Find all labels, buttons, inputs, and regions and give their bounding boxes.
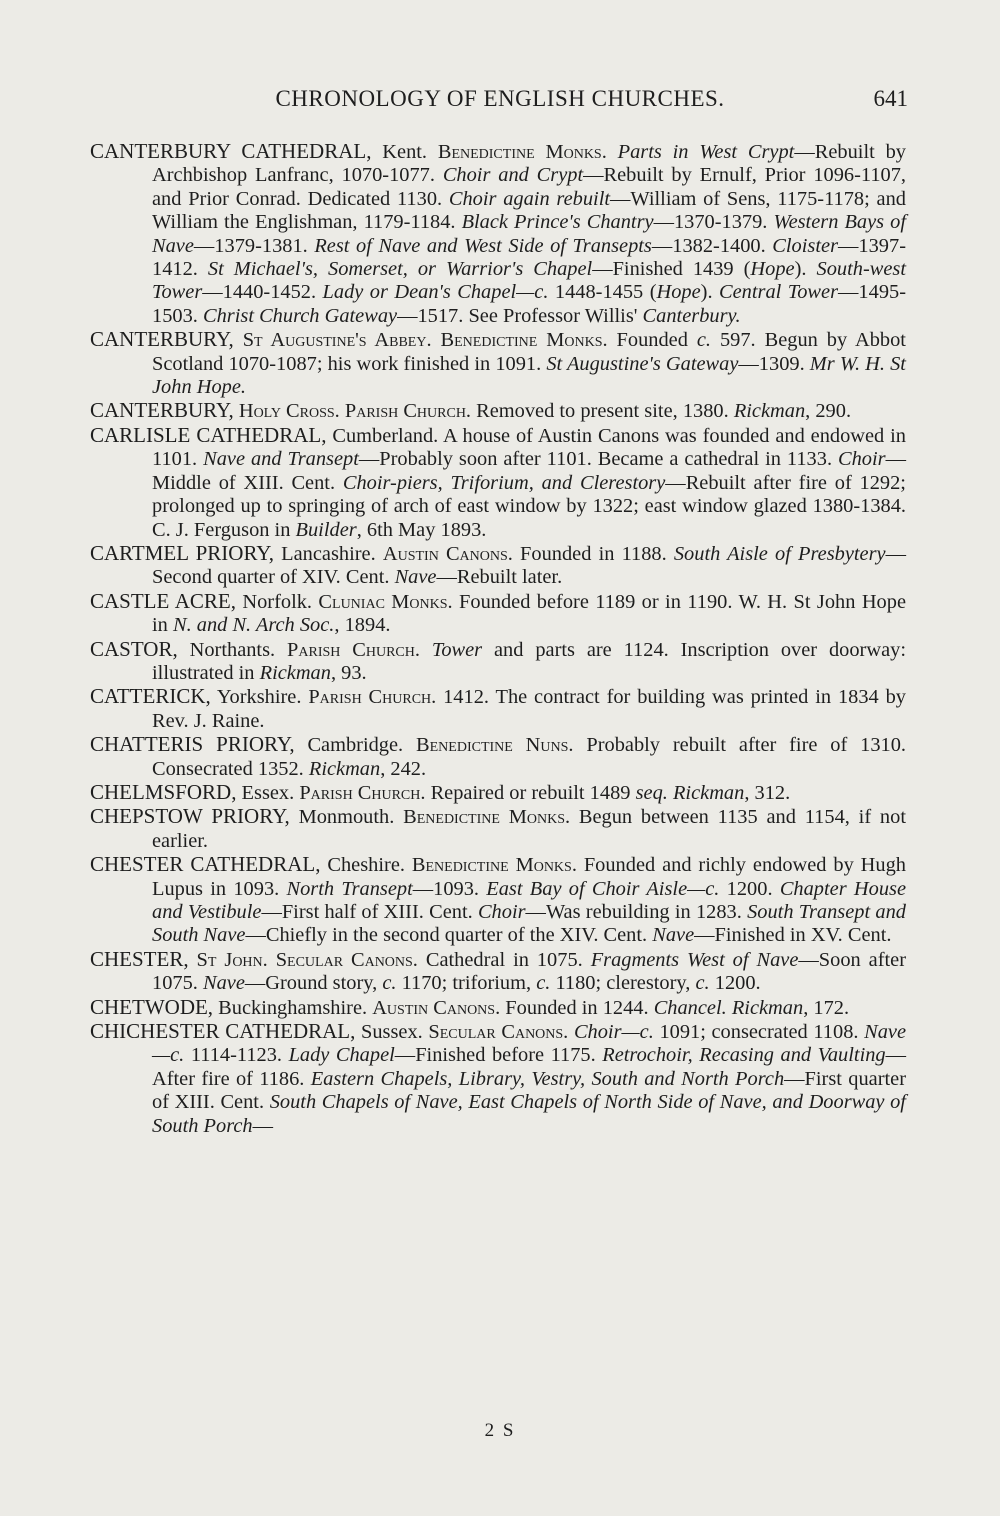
order-label: Holy Cross. — [238, 400, 340, 423]
entry-text — [189, 949, 197, 971]
italic-run: Nave—c. — [152, 1021, 907, 1067]
entry-text: Founded — [607, 329, 697, 352]
entry-text: —Was rebuilding in 1283. — [525, 901, 748, 923]
italic-run: c. — [536, 972, 551, 995]
italic-run: Nave — [652, 924, 695, 947]
italic-run: South Chapels of Nave, East Chapels of North Side of Nave, and Doorway of South Porch — [152, 1091, 906, 1137]
italic-run: Choir-piers, Triforium, and Clerestory — [342, 471, 666, 494]
entry-text: Yorkshire. — [210, 686, 309, 709]
entry-chepstow-priory — [90, 805, 906, 853]
italic-run: Mr W. H. St John Hope. — [152, 352, 906, 399]
entry-text: —Middle of XIII. Cent. — [152, 448, 906, 494]
entry-text: —Rebuilt by Ernulf, Prior 1096-1107, and Prior Conrad. Dedicated 1130. — [152, 164, 907, 210]
entry-text: —Probably soon after 1101. Became a cathedral in 1133. — [358, 448, 839, 471]
entry-text: Essex. — [236, 781, 300, 804]
entry-text: —1309. — [738, 352, 810, 375]
italic-run: Tower — [431, 638, 483, 661]
italic-run: Hope — [656, 281, 701, 304]
italic-run: Christ Church Gateway — [202, 304, 398, 327]
italic-run: Rickman — [259, 661, 331, 684]
entry-text: 1091; consecrated 1108. — [653, 1021, 865, 1044]
entry-carlisle-cathedral — [90, 424, 906, 542]
entry-cartmel-priory — [90, 542, 906, 590]
entry-text: Cheshire. — [320, 854, 412, 877]
entry-text: —Soon after 1075. — [152, 948, 906, 995]
entry-text: —1379-1381. — [193, 234, 315, 257]
entry-text — [420, 639, 432, 661]
entry-text: —1517. See Professor Willis' — [397, 304, 643, 327]
italic-run: c. — [382, 972, 397, 995]
italic-run: Western Bays of Nave — [152, 211, 906, 257]
entry-text: Norfolk. — [235, 590, 319, 613]
italic-run: East Bay of Choir Aisle—c. — [486, 877, 720, 900]
entry-text — [234, 329, 243, 351]
entry-text: 1170; triforium, — [396, 972, 537, 995]
entry-canterbury-cathedral — [90, 140, 906, 328]
entry-text: , 93. — [330, 661, 367, 684]
entry-text: Founded in 1244. — [500, 996, 654, 1019]
entry-text: —1397-1412. — [152, 234, 906, 281]
entry-text: , 242. — [380, 757, 427, 780]
place-name: CHESTER CATHEDRAL, — [90, 852, 321, 877]
entry-text: Sussex. — [355, 1021, 429, 1044]
italic-run: N. and N. Arch Soc. — [172, 614, 335, 637]
place-name: CASTOR, — [90, 636, 178, 661]
place-name: CANTERBURY, — [90, 398, 234, 423]
italic-run: South-west Tower — [152, 258, 906, 304]
entry-text: Removed to present site, 1380. — [471, 400, 734, 423]
entry-text: Northants. — [177, 638, 288, 661]
entry-text: , 312. — [744, 781, 791, 804]
italic-run: Black Prince's Chantry — [461, 211, 654, 234]
place-name: CHICHESTER CATHEDRAL, — [90, 1019, 356, 1044]
entry-text: Cambridge. — [294, 734, 417, 757]
place-name: CASTLE ACRE, — [90, 588, 236, 613]
entry-text: —1382-1400. — [651, 234, 773, 257]
entry-text — [268, 949, 276, 971]
entry-text: , 1894. — [334, 614, 391, 637]
entry-chelmsford — [90, 781, 906, 805]
italic-run: Choir and Crypt — [442, 164, 584, 187]
entry-chester-cathedral — [90, 853, 906, 948]
entry-text: —1440-1452. — [202, 281, 323, 304]
order-label: Parish Church. — [287, 638, 420, 661]
entry-text: —Rebuilt by Archbishop Lanfranc, 1070-1077. — [152, 141, 906, 187]
italic-run: North Transept — [286, 877, 413, 900]
entry-catterick — [90, 685, 906, 733]
entry-text: Cathedral in 1075. — [417, 948, 591, 971]
order-label: Parish Church. — [344, 400, 472, 423]
order-label: Secular Canons. — [428, 1021, 569, 1044]
entry-text: —Finished before 1175. — [394, 1044, 603, 1067]
entry-text: —First half of XIII. Cent. — [261, 901, 478, 923]
entry-chetwode — [90, 996, 906, 1020]
entry-text: 597. Begun by Abbot Scotland 1070-1087; his work finished in 1091. — [152, 329, 906, 375]
place-name: CATTERICK, — [90, 684, 211, 709]
entry-castor — [90, 638, 906, 686]
entry-text: Founded before 1189 or in 1190. W. H. St John Hope in — [152, 590, 906, 637]
italic-run: Lady Chapel — [288, 1044, 395, 1067]
entry-text: Buckinghamshire. — [213, 996, 373, 1019]
italic-run: South Aisle of Presbytery — [673, 542, 886, 565]
entry-text: —Rebuilt after fire of 1292; prolonged up to springing of arch of east window by 1322; east window glazed 1380-1384. C. J. Ferguson in — [152, 471, 906, 541]
entry-text: 1180; clerestory, — [550, 972, 696, 995]
entry-text: 1412. The contract for building was printed in 1834 by Rev. J. Raine. — [152, 686, 906, 732]
entry-text: —1093. — [412, 877, 487, 900]
italic-run: Rickman — [308, 757, 381, 780]
entry-text: — — [252, 1114, 274, 1137]
entry-text: —Rebuilt later. — [436, 566, 563, 589]
place-name: CHATTERIS PRIORY, — [90, 732, 295, 757]
italic-run: Nave — [202, 972, 245, 995]
order-label: Secular Canons. — [275, 948, 418, 971]
entry-text: —First quarter of XIII. Cent. — [152, 1067, 906, 1114]
italic-run: Rest of Nave and West Side of Transepts — [314, 234, 652, 257]
entry-text: ). — [794, 258, 817, 281]
italic-run: Choir — [838, 448, 886, 471]
signature-mark: 2 S — [484, 1420, 516, 1441]
entry-text: 1114-1123. — [184, 1044, 289, 1067]
order-label: St John. — [196, 948, 268, 971]
order-label: Austin Canons. — [382, 542, 513, 565]
entry-text: , 172. — [803, 996, 850, 1019]
italic-run: Nave and Transept — [203, 448, 359, 471]
italic-run: Choir — [477, 901, 526, 923]
place-name: CARTMEL PRIORY, — [90, 540, 275, 565]
place-name: CHETWODE, — [90, 994, 214, 1019]
entry-text: —1370-1379. — [653, 211, 774, 234]
entry-text: Begun between 1135 and 1154, if not earlier. — [152, 806, 906, 852]
entry-text: Cumberland. A house of Austin Canons was founded and endowed in 1101. — [152, 424, 907, 471]
entry-text: —1495-1503. — [152, 281, 906, 327]
entry-text: Lancashire. — [274, 542, 383, 565]
italic-run: c. — [695, 972, 710, 995]
entry-text: , 290. — [805, 400, 852, 423]
order-label: Benedictine Monks. — [437, 141, 607, 163]
entry-chichester-cathedral — [90, 1020, 906, 1138]
page-number: 641 — [873, 86, 908, 111]
italic-run: Rickman — [672, 781, 745, 804]
entry-text: 1200. — [709, 972, 761, 995]
order-label: Parish Church. — [299, 781, 426, 804]
italic-run: St Augustine's Gateway — [546, 352, 739, 375]
entry-text: —Chiefly in the second quarter of the XIV. Cent. — [245, 924, 653, 947]
order-label: Benedictine Monks. — [403, 806, 571, 829]
italic-run: Builder — [295, 518, 357, 541]
entry-castle-acre — [90, 590, 906, 638]
entry-text: 1448-1455 ( — [548, 281, 657, 304]
entry-text: ). — [700, 281, 720, 304]
entry-text: Kent. — [371, 141, 438, 163]
italic-run: Choir again rebuilt — [448, 187, 611, 210]
italic-run: South Transept and South Nave — [152, 901, 906, 947]
entry-text: —Finished in XV. Cent. — [694, 924, 892, 947]
page-header — [90, 86, 910, 120]
entry-chatteris-priory — [90, 733, 906, 781]
order-label: St Augustine's Abbey. — [242, 329, 432, 352]
place-name: CHEPSTOW PRIORY, — [90, 804, 290, 829]
italic-run: Retrochoir, Recasing and Vaulting — [602, 1044, 886, 1067]
italic-run: Cloister — [772, 234, 839, 257]
entry-text: Founded and richly endowed by Hugh Lupus in 1093. — [152, 854, 906, 900]
italic-run: Parts in West Crypt — [606, 141, 795, 163]
italic-run: seq. — [635, 781, 668, 804]
entry-text: Founded in 1188. — [512, 542, 674, 565]
italic-run: Canterbury. — [642, 304, 741, 327]
place-name: CHELMSFORD, — [90, 779, 237, 804]
entry-text: Probably rebuilt after fire of 1310. Consecrated 1352. — [152, 734, 907, 780]
italic-run: Choir—c. — [573, 1021, 654, 1044]
italic-run: Nave — [394, 566, 437, 589]
italic-run: Chapter House and Vestibule — [152, 877, 907, 923]
place-name: CANTERBURY, — [90, 327, 234, 352]
entry-text: 1200. — [719, 877, 780, 900]
order-label: Cluniac Monks. — [318, 590, 453, 613]
entry-text: —William of Sens, 1175-1178; and William the Englishman, 1179-1184. — [152, 187, 906, 234]
order-label: Benedictine Nuns. — [416, 734, 574, 757]
entry-text: and parts are 1124. Inscription over doorway: illustrated in — [152, 638, 906, 684]
place-name: CHESTER, — [90, 946, 189, 971]
italic-run: Rickman — [733, 400, 806, 423]
italic-run: St Michael's, Somerset, or Warrior's Chapel — [207, 258, 593, 281]
entry-canterbury-holy-cross — [90, 399, 906, 423]
running-head: CHRONOLOGY OF ENGLISH CHURCHES. — [275, 86, 725, 111]
italic-run: Eastern Chapels, Library, Vestry, South and North Porch — [310, 1067, 785, 1090]
order-label: Benedictine Monks. — [440, 329, 608, 352]
entry-text: Repaired or rebuilt 1489 — [425, 781, 636, 804]
entry-text: —After fire of 1186. — [152, 1044, 907, 1090]
entry-text: —Finished 1439 ( — [592, 258, 751, 281]
place-name: CANTERBURY CATHEDRAL, — [90, 139, 372, 163]
entry-chester-st-john — [90, 948, 906, 996]
italic-run: Hope — [750, 258, 795, 281]
italic-run: Lady or Dean's Chapel—c. — [322, 281, 549, 304]
entry-text: Monmouth. — [289, 806, 404, 829]
entry-text: , 6th May 1893. — [356, 518, 487, 541]
italic-run: Fragments West of Nave — [590, 948, 799, 971]
entry-text: —Ground story, — [244, 972, 383, 995]
entry-list — [90, 140, 906, 1138]
place-name: CARLISLE CATHEDRAL, — [90, 422, 327, 447]
order-label: Parish Church. — [308, 686, 437, 709]
order-label: Benedictine Monks. — [411, 854, 577, 877]
entry-text — [432, 329, 441, 351]
italic-run: Central Tower — [719, 281, 839, 304]
italic-run: c. — [696, 329, 712, 352]
entry-canterbury-st-augustines — [90, 328, 906, 399]
italic-run: Chancel. Rickman — [653, 996, 804, 1019]
entry-text: —Second quarter of XIV. Cent. — [152, 542, 906, 589]
order-label: Austin Canons. — [372, 996, 501, 1019]
